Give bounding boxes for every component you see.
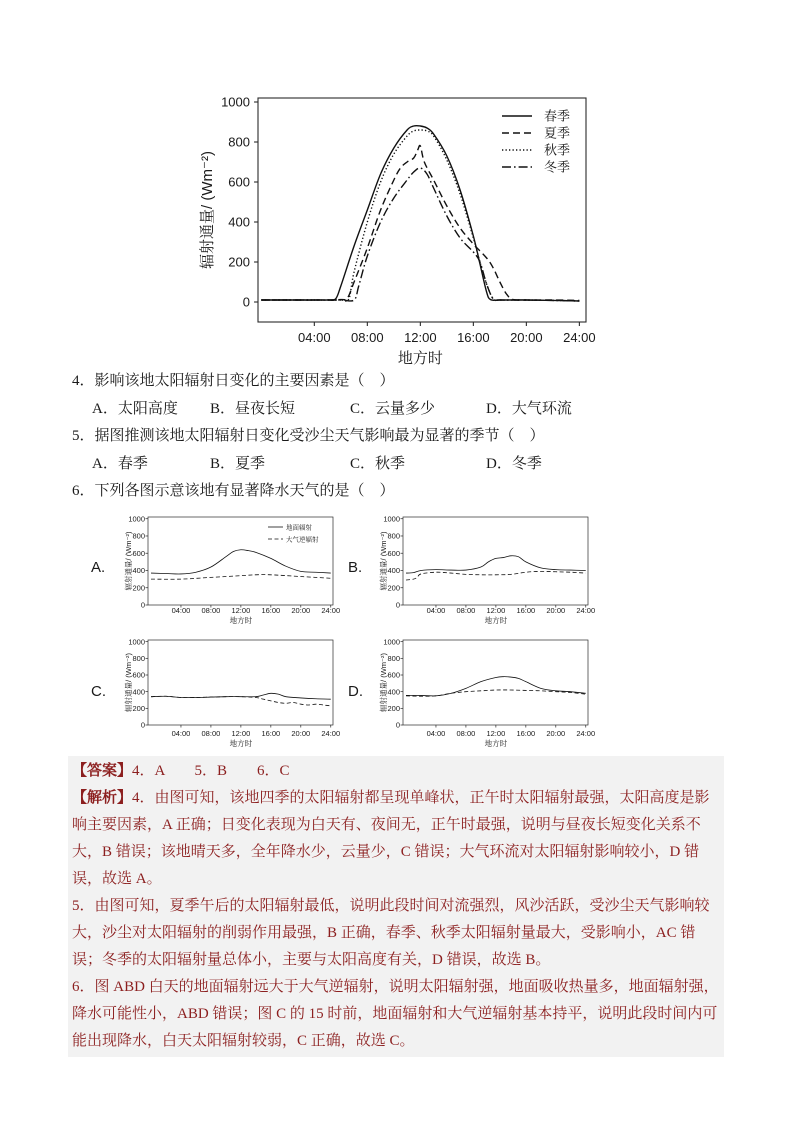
x-axis-label: 地方时 [484, 739, 508, 748]
y-tick-label: 400 [387, 687, 400, 697]
x-tick-label: 20:00 [510, 330, 543, 345]
analysis-text-4: 4．由图可知，该地四季的太阳辐射都呈现单峰状，正午时太阳辐射最强，太阳高度是影响主要因素，A 正确；日变化表现为白天有、夜间无，正午时最强，说明与昼夜长短变化关系不大，B 错误；该地晴天多，全年降水少，云量少，C 错误；大气环流对太阳辐射影响较小，D 错误，故选 A。 [72, 790, 710, 887]
y-tick-label: 200 [387, 583, 400, 593]
x-tick-label: 12:00 [231, 606, 251, 615]
question-5-option-b: B．夏季 [210, 456, 266, 472]
question-5-option-d: D．冬季 [486, 456, 542, 472]
y-axis-label: 辐射通量/ (Wm⁻²) [199, 151, 216, 269]
y-tick-label: 0 [395, 600, 400, 610]
y-tick-label: 200 [228, 254, 250, 270]
x-axis-label: 地方时 [484, 616, 508, 625]
x-tick-label: 08:00 [351, 330, 384, 345]
y-tick-label: 600 [228, 174, 250, 190]
y-tick-label: 600 [132, 670, 145, 680]
question-4-option-b: B．昼夜长短 [210, 401, 296, 417]
x-tick-label: 04:00 [171, 729, 191, 738]
y-tick-label: 400 [387, 566, 400, 576]
x-tick-label: 12:00 [486, 606, 506, 615]
legend-label: 夏季 [544, 125, 571, 141]
y-tick-label: 200 [387, 703, 400, 713]
x-tick-label: 12:00 [404, 330, 437, 345]
x-tick-label: 16:00 [457, 330, 490, 345]
question-5-stem: 5．据图推测该地太阳辐射日变化受沙尘天气影响最为显著的季节（ ） [72, 428, 545, 444]
y-tick-label: 600 [387, 670, 400, 680]
y-tick-label: 1000 [128, 514, 145, 524]
x-tick-label: 08:00 [201, 606, 221, 615]
y-tick-label: 1000 [128, 637, 145, 647]
x-tick-label: 24:00 [576, 606, 596, 615]
x-axis-label: 地方时 [229, 739, 253, 748]
y-tick-label: 0 [242, 294, 250, 310]
y-tick-label: 200 [132, 583, 145, 593]
legend-label: 地面辐射 [286, 524, 312, 532]
y-tick-label: 200 [132, 703, 145, 713]
x-tick-label: 12:00 [231, 729, 251, 738]
analysis-paragraph-4 [72, 785, 720, 893]
series-line-2 [151, 575, 331, 580]
y-tick-label: 400 [132, 566, 145, 576]
x-tick-label: 20:00 [546, 729, 566, 738]
panel-label-a: A. [91, 559, 106, 576]
x-tick-label: 24:00 [576, 729, 596, 738]
y-tick-label: 1000 [221, 94, 250, 110]
question-5-option-a: A．春季 [92, 456, 148, 472]
y-tick-label: 800 [228, 134, 250, 150]
answer-section [68, 756, 724, 1057]
x-tick-label: 20:00 [291, 606, 311, 615]
analysis-paragraph-5: 5．由图可知，夏季午后的太阳辐射最低，说明此段时间对流强烈，风沙活跃，受沙尘天气影响较大，沙尘对太阳辐射的削弱作用最强，B 正确，春季、秋季太阳辐射量最大，受影响小，AC 错误；冬季的太阳辐射量总体小，主要与太阳高度有关，D 错误，故选 B。 [72, 898, 710, 968]
x-tick-label: 24:00 [321, 606, 341, 615]
x-tick-label: 24:00 [321, 729, 341, 738]
legend-label: 秋季 [544, 142, 571, 158]
question-6-stem: 6．下列各图示意该地有显著降水天气的是（ ） [72, 483, 395, 499]
answer-text: 4．A 5．B 6．C [132, 763, 290, 779]
legend-label: 冬季 [544, 159, 571, 175]
legend-label: 大气逆辐射 [286, 536, 319, 544]
plot-frame [403, 640, 588, 725]
y-tick-label: 0 [395, 720, 400, 730]
series-line-1 [151, 550, 331, 574]
x-tick-label: 12:00 [486, 729, 506, 738]
analysis-tag: 【解析】 [72, 790, 133, 806]
series-line-1 [151, 693, 331, 699]
y-tick-label: 1000 [383, 637, 400, 647]
panel-label-d: D. [348, 683, 363, 700]
y-axis-label: 辐射通量/ (Wm⁻²) [379, 653, 388, 712]
seasonal-radiation-chart [190, 88, 610, 368]
x-axis-label: 地方时 [397, 350, 443, 367]
series-line-1 [406, 677, 586, 696]
y-tick-label: 400 [228, 214, 250, 230]
y-tick-label: 0 [140, 600, 145, 610]
answer-line [72, 758, 720, 785]
panel-label-c: C. [91, 683, 106, 700]
x-tick-label: 04:00 [171, 606, 191, 615]
series-line-2 [261, 142, 579, 300]
y-tick-label: 800 [132, 531, 145, 541]
y-axis-label: 辐射通量/ (Wm⁻²) [379, 531, 388, 591]
y-tick-label: 1000 [383, 514, 400, 524]
panel-d-chart [373, 632, 595, 750]
x-tick-label: 20:00 [546, 606, 566, 615]
y-tick-label: 600 [387, 548, 400, 558]
x-tick-label: 16:00 [516, 729, 536, 738]
y-tick-label: 600 [132, 548, 145, 558]
x-tick-label: 20:00 [291, 729, 311, 738]
plot-frame [148, 640, 333, 725]
question-4-option-c: C．云量多少 [350, 401, 436, 417]
series-line-2 [406, 571, 586, 580]
series-line-4 [261, 168, 579, 301]
y-tick-label: 0 [140, 720, 145, 730]
x-tick-label: 08:00 [201, 729, 221, 738]
x-tick-label: 16:00 [261, 729, 281, 738]
x-tick-label: 04:00 [426, 606, 446, 615]
x-axis-label: 地方时 [229, 616, 253, 625]
panel-a-chart [118, 510, 340, 628]
plot-frame [258, 98, 586, 322]
y-tick-label: 400 [132, 687, 145, 697]
panel-label-b: B. [348, 559, 363, 576]
analysis-paragraph-6: 6．图 ABD 白天的地面辐射远大于大气逆辐射，说明太阳辐射强，地面吸收热量多，地面辐射强，降水可能性小，ABD 错误；图 C 的 15 时前，地面辐射和大气逆辐射基本持平，说明此段时间内可能出现降水，白天太阳辐射较弱，C 正确，故选 C。 [72, 979, 719, 1049]
x-tick-label: 04:00 [426, 729, 446, 738]
question-4-option-a: A．太阳高度 [92, 401, 178, 417]
x-tick-label: 24:00 [563, 330, 596, 345]
answer-tag: 【答案】 [72, 763, 133, 779]
x-tick-label: 04:00 [298, 330, 331, 345]
question-4-option-d: D．大气环流 [486, 401, 572, 417]
series-line-1 [406, 556, 586, 573]
panel-b-chart [373, 510, 595, 628]
x-tick-label: 08:00 [456, 729, 476, 738]
y-axis-label: 辐射通量/ (Wm⁻²) [124, 653, 133, 712]
y-tick-label: 800 [387, 653, 400, 663]
panel-c-chart [118, 632, 340, 750]
series-line-2 [151, 696, 331, 706]
x-tick-label: 16:00 [516, 606, 536, 615]
x-tick-label: 16:00 [261, 606, 281, 615]
x-tick-label: 08:00 [456, 606, 476, 615]
series-line-1 [261, 126, 579, 301]
question-4-stem: 4．影响该地太阳辐射日变化的主要因素是（ ） [72, 373, 395, 389]
plot-frame [403, 517, 588, 605]
legend-label: 春季 [544, 108, 571, 124]
question-5-option-c: C．秋季 [350, 456, 406, 472]
series-line-3 [261, 130, 579, 301]
y-axis-label: 辐射通量/ (Wm⁻²) [124, 531, 133, 591]
y-tick-label: 800 [132, 653, 145, 663]
y-tick-label: 800 [387, 531, 400, 541]
